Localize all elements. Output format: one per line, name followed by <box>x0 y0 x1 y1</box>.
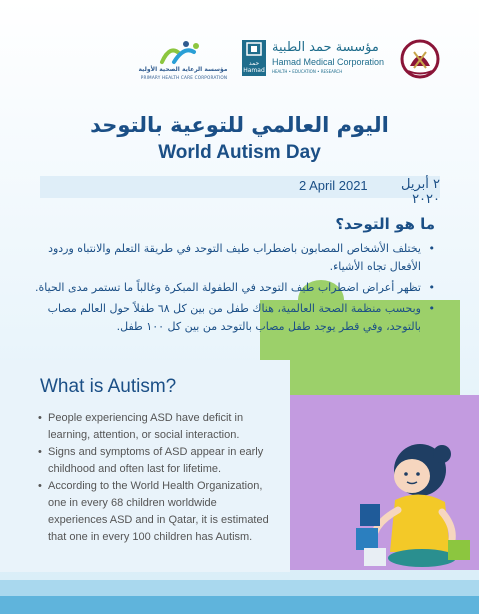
date-arabic: ٢ أبريل ٢٠٢٠ <box>401 177 440 207</box>
english-bullet: • Signs and symptoms of ASD appear in early childhood and often last for lifetime. <box>38 444 278 478</box>
child-playing-blocks-illustration <box>350 440 475 570</box>
hmc-badge-english: Hamad <box>243 67 265 74</box>
phcc-mark-icon <box>156 40 202 66</box>
hmc-english-name: Hamad Medical Corporation <box>272 57 385 67</box>
phcc-english-name: PRIMARY HEALTH CARE CORPORATION <box>140 75 228 80</box>
english-section-heading: What is Autism? <box>40 376 177 397</box>
hmc-badge <box>242 40 266 76</box>
arabic-bullet: • يختلف الأشخاص المصابون باضطراب طيف التوحد في طريقة التعلم والانتباه وردود الأفعال تجاه الأشياء. <box>35 240 435 276</box>
qatar-emblem-icon <box>400 38 440 80</box>
arabic-bullet: • وبحسب منظمة الصحة العالمية، هناك طفل من بين كل ٦٨ طفلاً حول العالم مصاب بالتوحد، وفي قطر يوجد طفل مصاب بالتوحد من بين كل ١٠٠ طفل. <box>35 300 435 336</box>
date-english: 2 April 2021 <box>299 178 368 193</box>
english-bullet: • According to the World Health Organization, one in every 68 children worldwide experiences ASD and in Qatar, it is estimated that one in every 100 children has Autism. <box>38 478 278 546</box>
title-english: World Autism Day <box>158 142 321 163</box>
date-bar <box>40 176 440 207</box>
phcc-logo <box>128 40 228 88</box>
english-bullet-list <box>38 410 278 546</box>
arabic-bullet: • تظهر أعراض اضطراب طيف التوحد في الطفولة المبكرة وغالباً ما تستمر مدى الحياة. <box>35 279 435 297</box>
arabic-bullet-list <box>35 240 435 339</box>
hmc-logo <box>242 40 392 80</box>
phcc-arabic-name: مؤسسة الرعاية الصحية الأولية <box>138 66 228 73</box>
hmc-tagline: HEALTH • EDUCATION • RESEARCH <box>272 69 343 74</box>
bottom-band-dark <box>0 596 479 614</box>
hmc-badge-arabic: حمد <box>248 60 260 67</box>
english-bullet: • People experiencing ASD have deficit in learning, attention, or social interaction. <box>38 410 278 444</box>
arabic-section-heading: ما هو التوحد؟ <box>335 215 435 233</box>
hmc-arabic-name: مؤسسة حمد الطبية <box>272 40 379 55</box>
hmc-emblem-icon <box>242 40 266 58</box>
title-arabic: اليوم العالمي للتوعية بالتوحد <box>90 113 389 137</box>
